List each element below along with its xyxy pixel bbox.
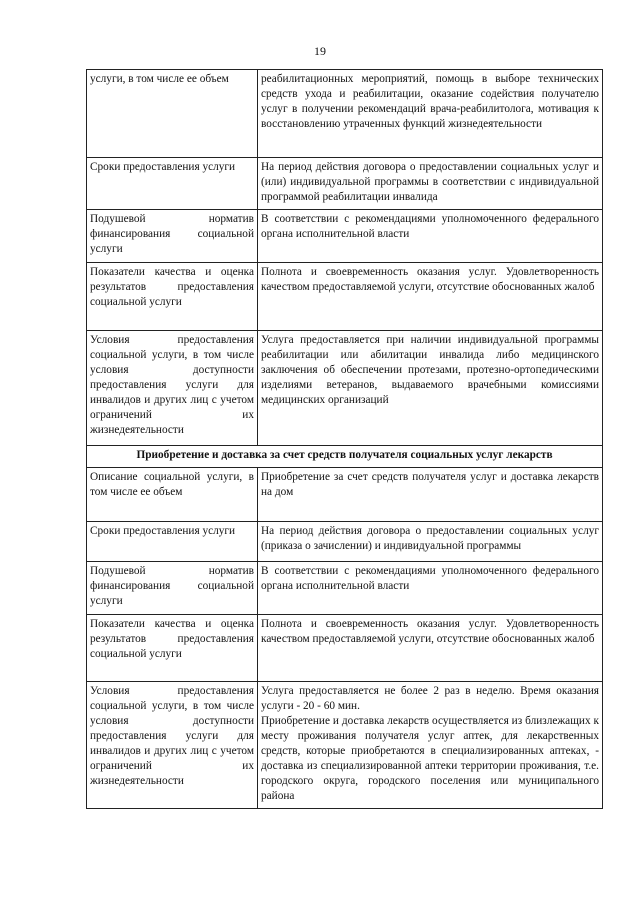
table-row (87, 682, 603, 809)
row-value: На период действия договора о предоставлении социальных услуг (приказа о зачислении) и индивидуальной программы (258, 522, 603, 562)
section-heading-row (87, 446, 603, 468)
table-row (87, 615, 603, 682)
table-row (87, 562, 603, 615)
table-row (87, 263, 603, 331)
row-value (258, 682, 603, 809)
row-label: Сроки предоставления услуги (87, 158, 258, 210)
row-label: Подушевой норматив финансирования социальной услуги (87, 210, 258, 263)
table-row (87, 522, 603, 562)
row-label: Подушевой норматив финансирования социальной услуги (87, 562, 258, 615)
table-row (87, 331, 603, 446)
section-title: Приобретение и доставка за счет средств получателя социальных услуг лекарств (87, 446, 603, 468)
row-value: Услуга предоставляется при наличии индивидуальной программы реабилитации или абилитации инвалида либо медицинского заключения об обеспечении протезами, протезно-ортопедическими изделиями ветеранов, выдаваемого врачебными комиссиями медицинских организаций (258, 331, 603, 446)
table-row (87, 468, 603, 522)
row-label: Показатели качества и оценка результатов предоставления социальной услуги (87, 615, 258, 682)
value-paragraph: Услуга предоставляется не более 2 раз в неделю. Время оказания услуги - 20 - 60 мин. (261, 685, 599, 712)
table-row (87, 158, 603, 210)
services-table (86, 69, 603, 809)
row-label: Сроки предоставления услуги (87, 522, 258, 562)
table-row (87, 210, 603, 263)
row-value: Полнота и своевременность оказания услуг. Удовлетворенность качеством предоставляемой услуги, отсутствие обоснованных жалоб (258, 615, 603, 682)
row-value: На период действия договора о предоставлении социальных услуг и (или) индивидуальной программы в соответствии с индивидуальной программой реабилитации инвалида (258, 158, 603, 210)
row-value: реабилитационных мероприятий, помощь в выборе технических средств ухода и реабилитации, оказание содействия получателю услуг в получении рекомендаций врача-реабилитолога, мотивация к восстановлению утраченных функций жизнедеятельности (258, 70, 603, 158)
row-label: Описание социальной услуги, в том числе ее объем (87, 468, 258, 522)
row-value: Приобретение за счет средств получателя услуг и доставка лекарств на дом (258, 468, 603, 522)
row-label: Условия предоставления социальной услуги, в том числе условия доступности предоставления услуги для инвалидов и других лиц с учетом ограничений их жизнедеятельности (87, 682, 258, 809)
row-value: В соответствии с рекомендациями уполномоченного федерального органа исполнительной власти (258, 562, 603, 615)
row-value: Полнота и своевременность оказания услуг. Удовлетворенность качеством предоставляемой услуги, отсутствие обоснованных жалоб (258, 263, 603, 331)
page-number: 19 (314, 44, 326, 58)
table-row (87, 70, 603, 158)
row-value: В соответствии с рекомендациями уполномоченного федерального органа исполнительной власти (258, 210, 603, 263)
row-label: Условия предоставления социальной услуги, в том числе условия доступности предоставления услуги для инвалидов и других лиц с учетом ограничений их жизнедеятельности (87, 331, 258, 446)
value-paragraph: Приобретение и доставка лекарств осуществляется из близлежащих к месту проживания получателя услуг аптек, для лекарственных средств, которые приобретаются в специализированных аптеках, - доставка из специализированной аптеки территории проживания, т.е. городского округа, городского поселения или муниципального района (261, 715, 599, 802)
row-label: услуги, в том числе ее объем (87, 70, 258, 158)
row-label: Показатели качества и оценка результатов предоставления социальной услуги (87, 263, 258, 331)
